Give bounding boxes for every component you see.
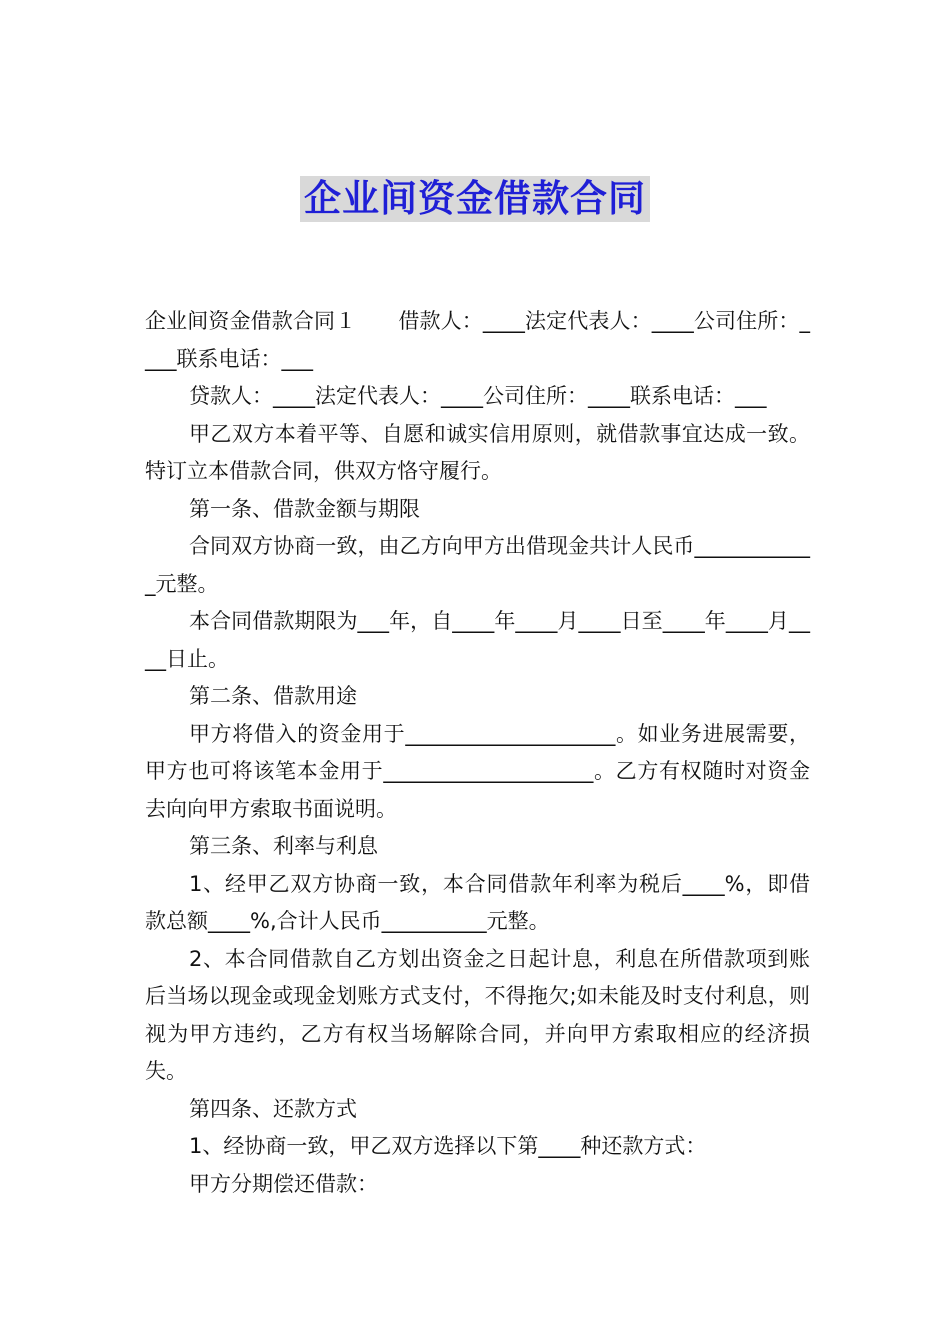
document-title: 企业间资金借款合同 [300,176,650,222]
paragraph-loan-term: 本合同借款期限为___年，自____年____月____日至____年____月____日止。 [145,609,810,671]
paragraph-interest-payment: 2、本合同借款自乙方划出资金之日起计息，利息在所借款项到账后当场以现金或现金划账方式支付，不得拖欠;如未能及时支付利息，则视为甲方违约，乙方有权当场解除合同，并向甲方索取相应的经济损失。 [145,946,810,1083]
section-heading-2: 第二条、借款用途 [189,684,357,708]
section-heading-4: 第四条、还款方式 [189,1096,357,1121]
paragraph-lender-info: 贷款人：____法定代表人：____公司住所：____联系电话：___ [189,384,767,408]
paragraph-loan-purpose: 甲方将借入的资金用于____________________。如业务进展需要，甲方也可将该笔本金用于____________________。乙方有权随时对资金去向向甲方索取书面说明。 [145,721,810,821]
section-heading-3: 第三条、利率与利息 [189,834,378,858]
paragraph-interest-rate: 1、经甲乙双方协商一致，本合同借款年利率为税后____%，即借款总额____%,合计人民币__________元整。 [145,871,810,933]
paragraph-preamble: 甲乙双方本着平等、自愿和诚实信用原则，就借款事宜达成一致。特订立本借款合同，供双方恪守履行。 [145,421,810,483]
document-body [145,303,810,1203]
paragraph-repayment-choice: 1、经协商一致，甲乙双方选择以下第____种还款方式： [189,1134,707,1158]
paragraph-installment: 甲方分期偿还借款： [189,1171,378,1196]
paragraph-borrower-info: 企业间资金借款合同１ 借款人：____法定代表人：____公司住所：____联系电话：___ [145,309,810,371]
title-container [0,176,950,222]
paragraph-loan-amount: 合同双方协商一致，由乙方向甲方出借现金共计人民币____________元整。 [145,534,810,596]
section-heading-1: 第一条、借款金额与期限 [189,496,420,521]
